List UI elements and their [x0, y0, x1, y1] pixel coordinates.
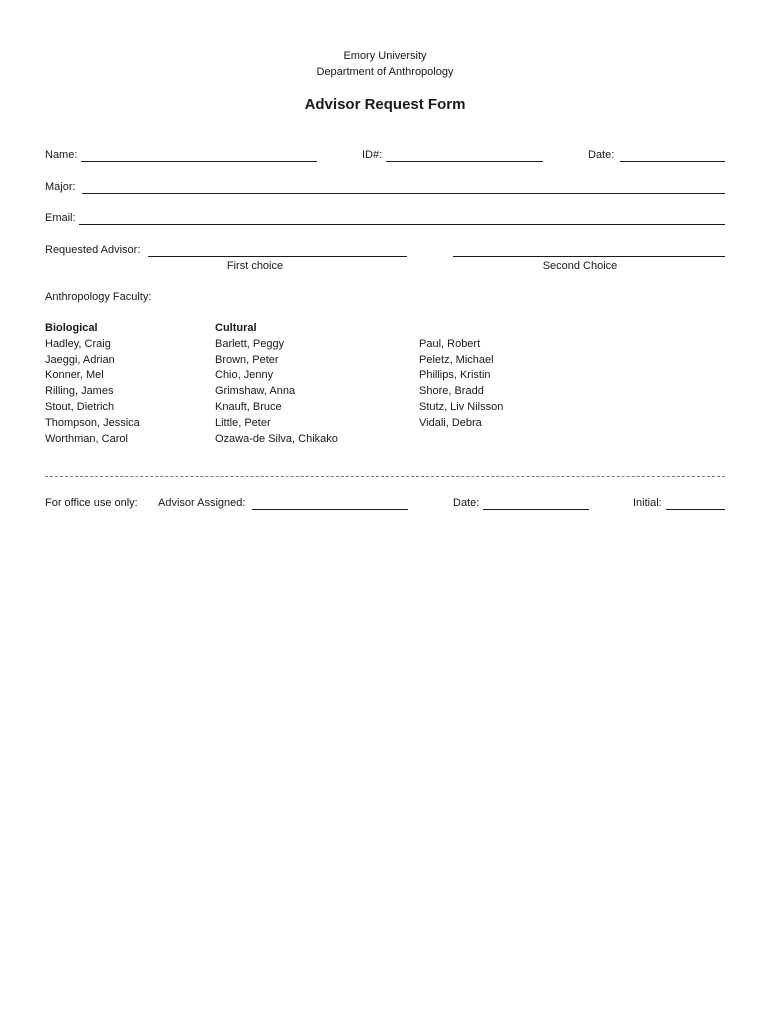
faculty-column-biological [45, 321, 140, 447]
faculty-name: Thompson, Jessica [45, 416, 140, 429]
faculty-name: Worthman, Carol [45, 432, 128, 445]
faculty-name: Grimshaw, Anna [215, 385, 296, 398]
faculty-name: Shore, Bradd [419, 385, 484, 398]
initial-label: Initial: [633, 497, 662, 509]
faculty-name: Barlett, Peggy [215, 337, 285, 350]
form-title: Advisor Request Form [304, 96, 466, 113]
date-field[interactable] [620, 161, 725, 162]
faculty-name: Peletz, Michael [419, 353, 494, 366]
faculty-column-heading [419, 321, 503, 337]
faculty-name: Phillips, Kristin [419, 369, 491, 382]
requested-advisor-row [45, 242, 725, 258]
email-row [45, 210, 725, 226]
id-label: ID#: [362, 149, 383, 161]
department-name: Department of Anthropology [316, 66, 454, 78]
email-label: Email: [45, 212, 76, 224]
faculty-name: Hadley, Craig [45, 337, 111, 350]
faculty-heading: Anthropology Faculty: [45, 291, 152, 303]
faculty-name: Little, Peter [215, 416, 271, 429]
faculty-name: Jaeggi, Adrian [45, 353, 115, 366]
office-use-label: For office use only: [45, 497, 138, 509]
faculty-name: Chio, Jenny [215, 369, 274, 382]
advisor-assigned-field[interactable] [252, 509, 408, 510]
faculty-name: Vidali, Debra [419, 416, 482, 429]
faculty-column-cultural [215, 321, 338, 447]
major-row [45, 179, 725, 195]
institution-name: Emory University [343, 50, 427, 62]
date-label: Date: [588, 149, 615, 161]
id-field[interactable] [386, 161, 543, 162]
second-choice-caption: Second Choice [542, 260, 618, 272]
major-field[interactable] [82, 193, 725, 194]
faculty-name: Ozawa-de Silva, Chikako [215, 432, 338, 445]
name-id-date-row [45, 147, 725, 163]
first-choice-caption: First choice [226, 260, 284, 272]
name-field[interactable] [81, 161, 317, 162]
faculty-column-heading: Biological [45, 322, 98, 334]
faculty-name: Konner, Mel [45, 369, 104, 382]
major-label: Major: [45, 181, 76, 193]
name-label: Name: [45, 149, 78, 161]
email-field[interactable] [79, 224, 725, 225]
cut-line-divider [45, 476, 725, 477]
faculty-column-cultural-continued [419, 321, 503, 432]
faculty-name: Stout, Dietrich [45, 400, 115, 413]
faculty-name: Rilling, James [45, 385, 114, 398]
faculty-name: Knauft, Bruce [215, 400, 282, 413]
faculty-name: Paul, Robert [419, 337, 481, 350]
office-use-row [45, 495, 725, 511]
first-choice-field[interactable] [148, 256, 407, 257]
initial-field[interactable] [666, 509, 725, 510]
office-date-field[interactable] [483, 509, 589, 510]
faculty-name: Brown, Peter [215, 353, 279, 366]
faculty-name: Stutz, Liv Nilsson [419, 400, 504, 413]
form-header [0, 48, 770, 80]
office-date-label: Date: [453, 497, 480, 509]
requested-advisor-label: Requested Advisor: [45, 244, 141, 256]
second-choice-field[interactable] [453, 256, 725, 257]
faculty-column-heading: Cultural [215, 322, 257, 334]
advisor-assigned-label: Advisor Assigned: [158, 497, 246, 509]
